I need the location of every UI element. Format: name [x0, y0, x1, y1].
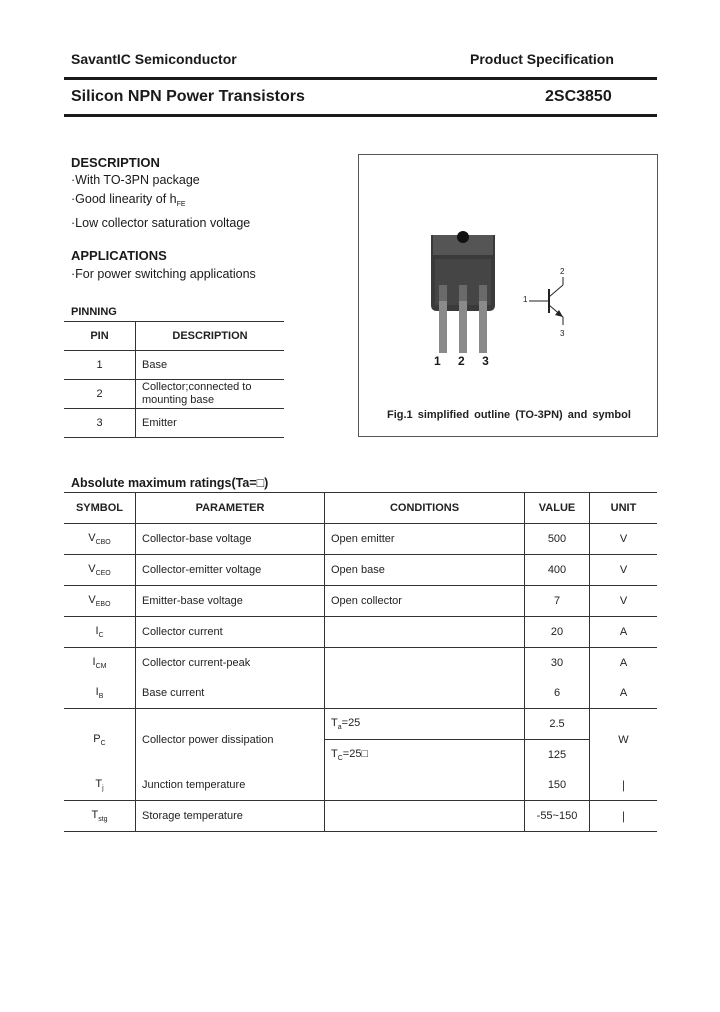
value-cell: 400 [525, 555, 590, 586]
symbol-cell: $I_{CM}$ [92, 656, 107, 670]
symbol-cell: $V_{CEO}$ [64, 555, 136, 586]
conditions-cell: Open collector [325, 586, 525, 617]
value-cell: 6 [525, 678, 590, 709]
value-cell: 20 [525, 617, 590, 648]
conditions-cell [325, 678, 525, 709]
pin-description: Emitter [136, 409, 285, 438]
description-title: DESCRIPTION [71, 155, 160, 170]
parameter-cell: Junction temperature [136, 770, 325, 801]
parameter-cell: Collector power dissipation [136, 709, 325, 771]
table-row [64, 770, 657, 801]
value-cell: 500 [525, 524, 590, 555]
figure-caption: Fig.1 simplified outline (TO-3PN) and symbol [387, 409, 631, 421]
part-number: 2SC3850 [545, 88, 612, 105]
symbol-label-base: 1 [523, 295, 528, 304]
parameter-header: PARAMETER [136, 493, 325, 524]
package-outline-image [359, 155, 657, 436]
conditions-cell: $T_C=25□$ [325, 740, 525, 771]
conditions-cell: $T_a=25$ [325, 709, 525, 740]
table-row [64, 648, 657, 679]
company-name: SavantIC Semiconductor [71, 51, 237, 67]
symbol-cell: $V_{CBO}$ [64, 524, 136, 555]
conditions-cell: Open emitter [325, 524, 525, 555]
description-item: ·With TO-3PN package [71, 173, 200, 187]
unit-cell: ∣ [590, 770, 658, 801]
pin-number: 1 [64, 351, 136, 380]
parameter-cell: Emitter-base voltage [136, 586, 325, 617]
pin-number: 3 [64, 409, 136, 438]
applications-title: APPLICATIONS [71, 248, 167, 263]
unit-cell: V [590, 555, 658, 586]
conditions-cell [325, 617, 525, 648]
table-row [64, 351, 284, 380]
conditions-cell [325, 801, 525, 832]
unit-cell: W [590, 709, 658, 771]
symbol-cell: $I_C$ [64, 617, 136, 648]
pinning-title: PINNING [71, 306, 117, 318]
description-list [71, 171, 250, 233]
doc-type: Product Specification [470, 51, 614, 67]
conditions-header: CONDITIONS [325, 493, 525, 524]
value-cell: 2.5 [525, 709, 590, 740]
header-rule-bottom [64, 114, 657, 117]
parameter-cell: Collector-emitter voltage [136, 555, 325, 586]
table-row [64, 409, 284, 438]
symbol-cell: $I_B$ [64, 678, 136, 709]
table-row [64, 617, 657, 648]
table-row [64, 709, 657, 740]
table-row [64, 678, 657, 709]
unit-cell: A [590, 678, 658, 709]
symbol-cell: $V_{EBO}$ [64, 586, 136, 617]
unit-cell: V [590, 586, 658, 617]
pin-description: Base [136, 351, 285, 380]
pin-number: 2 [64, 380, 136, 409]
table-row [64, 586, 657, 617]
value-cell: 125 [525, 740, 590, 771]
description-header: DESCRIPTION [136, 322, 285, 351]
pin-description: Collector;connected to mounting base [136, 380, 285, 409]
value-cell: 150 [525, 770, 590, 801]
value-cell: 7 [525, 586, 590, 617]
ratings-title: Absolute maximum ratings(Ta=□) [71, 476, 269, 490]
parameter-cell: Base current [136, 678, 325, 709]
symbol-label-collector: 2 [560, 267, 565, 276]
table-row [64, 555, 657, 586]
value-header: VALUE [525, 493, 590, 524]
parameter-cell: Collector-base voltage [136, 524, 325, 555]
table-row [64, 524, 657, 555]
header-rule-top [64, 77, 657, 80]
symbol-header: SYMBOL [64, 493, 136, 524]
pin-header: PIN [64, 322, 136, 351]
symbol-cell: $P_C$ [93, 732, 106, 747]
table-row [64, 380, 284, 409]
symbol-label-emitter: 3 [560, 329, 565, 338]
parameter-cell: Collector current [136, 617, 325, 648]
description-item: ·Good linearity of $h_{FE}$ [71, 192, 186, 208]
value-cell: -55~150 [525, 801, 590, 832]
parameter-cell: Collector current-peak [136, 648, 325, 679]
conditions-cell [325, 770, 525, 801]
unit-header: UNIT [590, 493, 658, 524]
ratings-table [64, 492, 657, 832]
unit-cell: A [590, 648, 658, 679]
product-line: Silicon NPN Power Transistors [71, 88, 305, 105]
table-row [64, 801, 657, 832]
symbol-cell: $T_j$ [64, 770, 136, 801]
unit-cell: V [590, 524, 658, 555]
package-pin-labels: 1 2 3 [434, 354, 489, 368]
applications-item: ·For power switching applications [71, 267, 256, 281]
conditions-cell: Open base [325, 555, 525, 586]
figure-box [358, 154, 658, 437]
parameter-cell: Storage temperature [136, 801, 325, 832]
value-cell: 30 [525, 648, 590, 679]
unit-cell: A [590, 617, 658, 648]
description-item: ·Low collector saturation voltage [71, 216, 251, 230]
symbol-cell: $T_{stg}$ [64, 801, 136, 832]
unit-cell: ∣ [590, 801, 658, 832]
conditions-cell [325, 648, 525, 679]
pinning-table [64, 321, 284, 438]
